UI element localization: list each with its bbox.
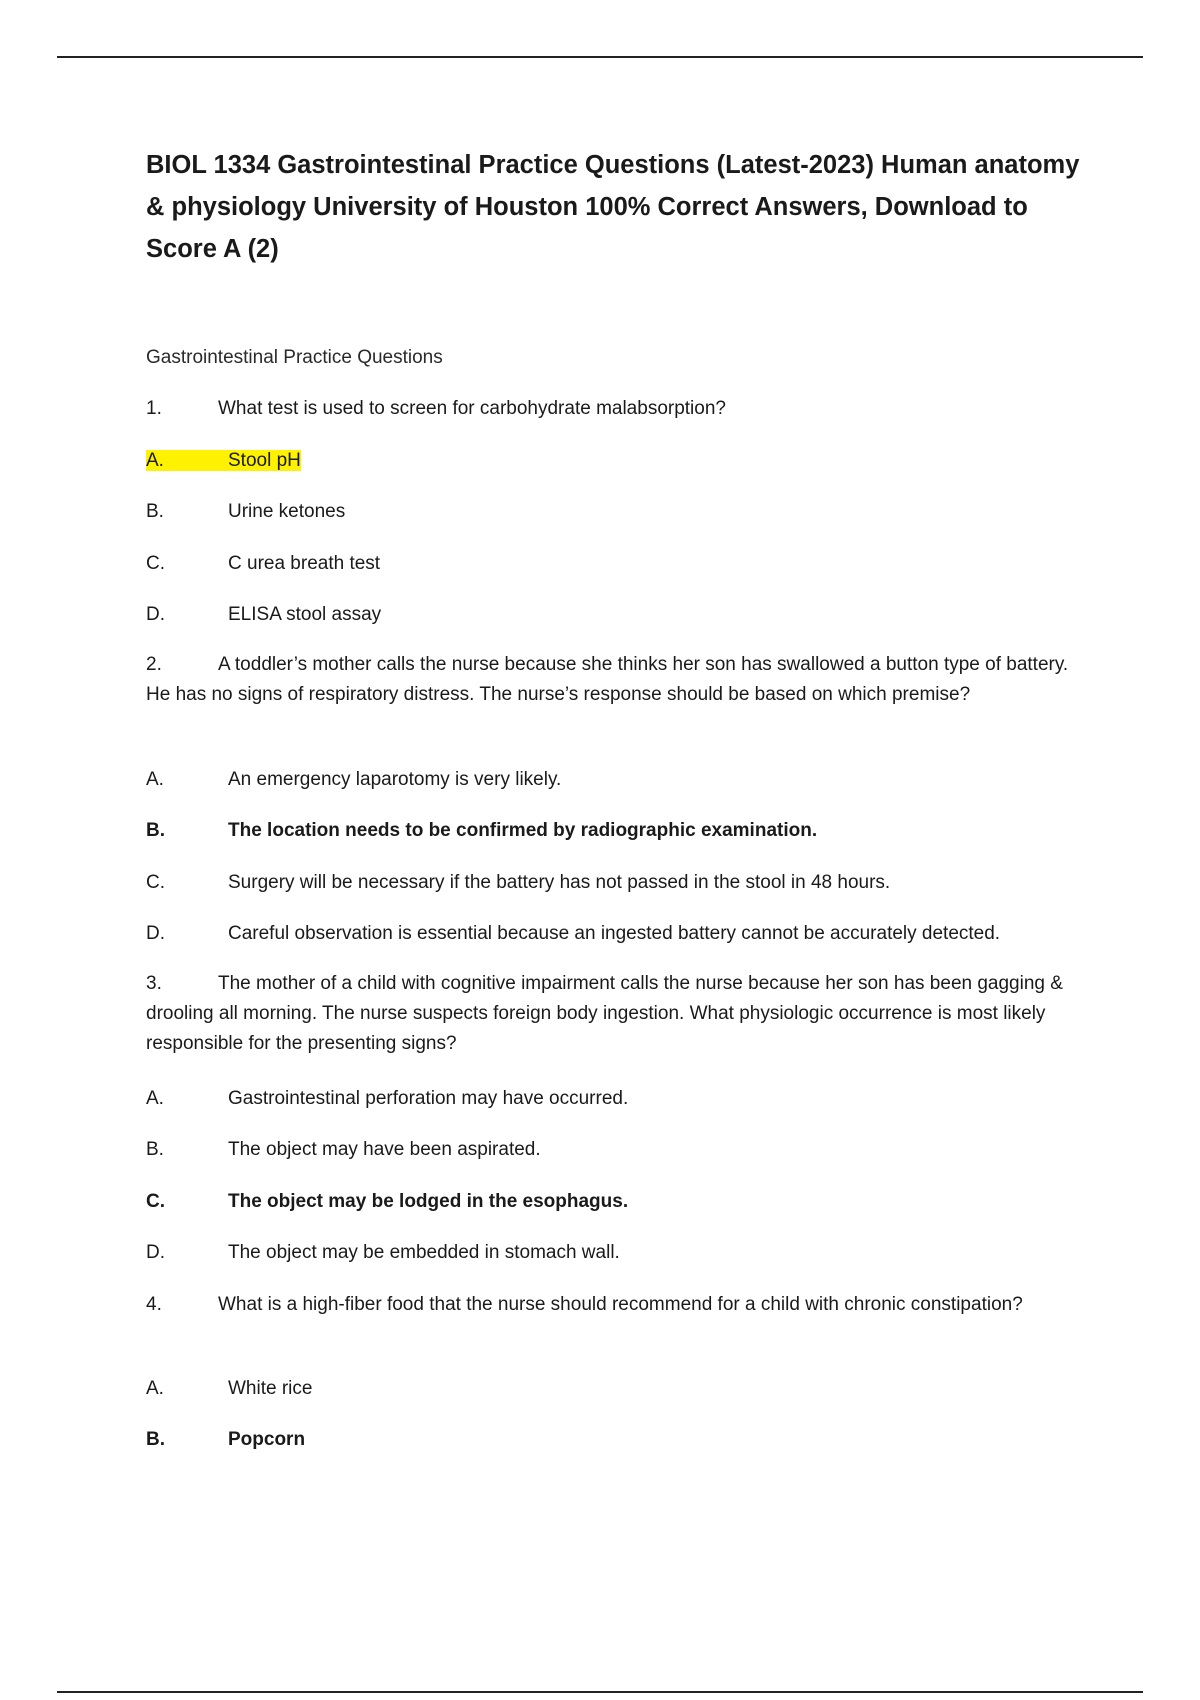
section-heading: Gastrointestinal Practice Questions [146, 347, 443, 368]
option-text: An emergency laparotomy is very likely. [228, 769, 562, 790]
highlighted-answer [146, 450, 301, 471]
option-3d [146, 1239, 620, 1267]
option-text: Popcorn [228, 1429, 306, 1450]
question-3 [146, 969, 1091, 1059]
option-letter: D. [146, 604, 165, 625]
question-number: 1. [146, 398, 162, 419]
question-2 [146, 650, 1091, 710]
option-letter: C. [146, 872, 165, 893]
option-1c [146, 550, 380, 578]
option-3c [146, 1188, 628, 1216]
option-letter: C. [146, 1191, 165, 1212]
option-text: Gastrointestinal perforation may have occurred. [228, 1088, 629, 1109]
question-number: 4. [146, 1294, 162, 1315]
top-rule [57, 56, 1143, 58]
option-text: Surgery will be necessary if the battery has not passed in the stool in 48 hours. [228, 872, 891, 893]
option-letter: B. [146, 1429, 165, 1450]
option-2d [146, 920, 1000, 948]
option-letter: A. [146, 450, 164, 471]
option-letter: B. [146, 501, 164, 522]
option-text: White rice [228, 1378, 313, 1399]
option-3a [146, 1085, 628, 1113]
option-letter: C. [146, 553, 165, 574]
bottom-rule [57, 1691, 1143, 1693]
option-text: ELISA stool assay [228, 604, 382, 625]
question-text: What is a high-fiber food that the nurse should recommend for a child with chronic constipation? [218, 1294, 1023, 1315]
option-4b [146, 1426, 305, 1454]
document-title: BIOL 1334 Gastrointestinal Practice Questions (Latest-2023) Human anatomy & physiology University of Houston 100% Correct Answers, Download to Score A (2) [146, 151, 1080, 263]
option-2b [146, 817, 817, 845]
option-4a [146, 1375, 312, 1403]
option-1a [146, 447, 301, 475]
question-4 [146, 1290, 1091, 1320]
option-text: C urea breath test [228, 553, 381, 574]
question-text: What test is used to screen for carbohydrate malabsorption? [218, 398, 726, 419]
option-letter: B. [146, 820, 165, 841]
question-number: 3. [146, 973, 162, 994]
option-1b [146, 498, 345, 526]
option-letter: A. [146, 1378, 164, 1399]
question-number: 2. [146, 654, 162, 675]
option-letter: D. [146, 923, 165, 944]
option-2c [146, 869, 890, 897]
option-letter: A. [146, 1088, 164, 1109]
option-letter: A. [146, 769, 164, 790]
question-text: The mother of a child with cognitive impairment calls the nurse because her son has been gagging & drooling all morning. The nurse suspects foreign body ingestion. What physiologic occurrence is most likely responsible for the presenting signs? [146, 973, 1063, 1054]
option-text: Stool pH [228, 450, 301, 471]
option-text: Careful observation is essential because an ingested battery cannot be accurately detected. [228, 923, 1001, 944]
option-text: The object may be lodged in the esophagus. [228, 1191, 629, 1212]
option-1d [146, 601, 381, 629]
option-text: The object may have been aspirated. [228, 1139, 541, 1160]
option-letter: D. [146, 1242, 165, 1263]
question-text: A toddler’s mother calls the nurse because she thinks her son has swallowed a button type of battery. He has no signs of respiratory distress. The nurse’s response should be based on which premise? [146, 654, 1069, 705]
option-2a [146, 766, 561, 794]
question-1 [146, 394, 1091, 424]
option-text: The object may be embedded in stomach wall. [228, 1242, 620, 1263]
option-text: Urine ketones [228, 501, 346, 522]
option-letter: B. [146, 1139, 164, 1160]
option-text: The location needs to be confirmed by radiographic examination. [228, 820, 818, 841]
option-3b [146, 1136, 541, 1164]
